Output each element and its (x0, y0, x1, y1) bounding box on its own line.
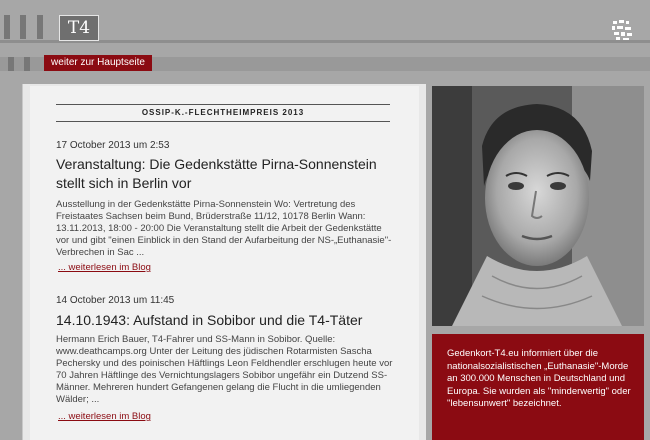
header-tick (37, 15, 43, 39)
post-excerpt: Ausstellung in der Gedenkstätte Pirna-Sonnenstein Wo: Vertretung des Freistaates Sachsen beim Bund, Brüderstraße 11/12, 10178 Berlin Wann: 13.11.2013, 18:00 - 20:00 Die Veranstaltung stellt die Arbeit der Gedenkstätte vor und gibt "einen Einblick in den Stand der Aufarbeitung der NS-„Euthanasie"-Verbrechen in Sac ... (56, 199, 392, 258)
info-text: Gedenkort-T4.eu informiert über die nationalsozialistischen „Euthanasie"-Morde an 300.000 Menschen in Deutschland und Europa. Sie wurden als "minderwertig" oder "lebensunwert" bezeichnet. (447, 348, 631, 409)
post-title[interactable]: 14.10.1943: Aufstand in Sobibor und die T4-Täter (56, 312, 363, 328)
prize-banner[interactable]: OSSIP-K.-FLECHTHEIMPREIS 2013 (56, 104, 390, 122)
header-stripe (152, 57, 650, 71)
site-logo[interactable]: T4 (59, 15, 99, 41)
post-title[interactable]: Veranstaltung: Die Gedenkstätte Pirna-Sonnenstein stellt sich in Berlin vor (56, 156, 377, 191)
header-tick (4, 15, 10, 39)
home-nav-button[interactable]: weiter zur Hauptseite (44, 55, 152, 71)
portrait-illustration (432, 86, 644, 326)
header-tick (20, 15, 26, 39)
header-tick (8, 57, 14, 71)
header-stripe (0, 57, 44, 71)
post-date: 17 October 2013 um 2:53 (56, 140, 170, 151)
header-tick (24, 57, 30, 71)
post-date: 14 October 2013 um 11:45 (56, 295, 175, 306)
pattern-logo-icon (611, 19, 635, 41)
read-more-link[interactable]: ... weiterlesen im Blog (58, 411, 151, 422)
post-excerpt: Hermann Erich Bauer, T4-Fahrer und SS-Mann in Sobibor. Quelle: www.deathcamps.org Unter der Leitung des jüdischen Rotarmisten Sascha Pechersky und des poinischen Häftlings Leon Feldhendler erschlugen heute vor 70 Jahren Häftlinge des Vernichtungslagers Sobibor ungefähr ein Dutzend SS-Männer. Mehreren hundert Gefangenen gelang die Flucht in die umliegenden Wälder; ... (56, 334, 393, 405)
read-more-link[interactable]: ... weiterlesen im Blog (58, 262, 151, 273)
portrait-photo (432, 86, 644, 326)
